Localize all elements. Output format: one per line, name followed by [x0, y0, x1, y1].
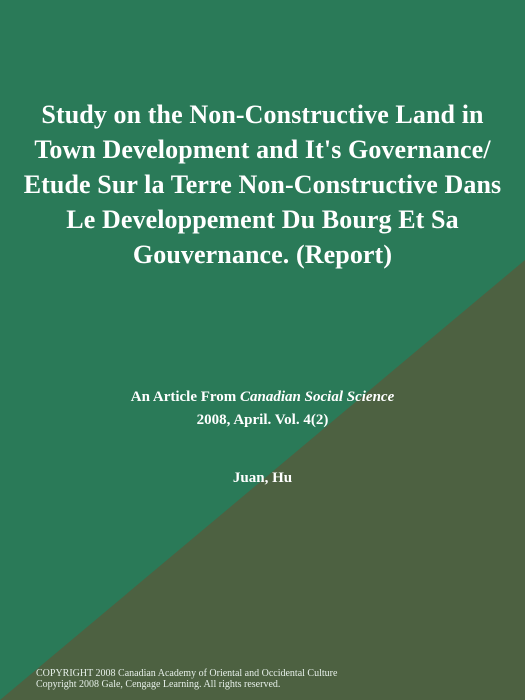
copyright-notice: [36, 668, 516, 690]
journal-name: Canadian Social Science: [240, 389, 395, 405]
source-line: [20, 386, 505, 409]
article-source: [20, 386, 505, 432]
book-title: Study on the Non-Constructive Land in Town Development and It's Governance/ Etude Sur la Terre Non-Constructive Dans Le Developpement Du Bourg Et Sa Gouvernance. (Report): [23, 100, 502, 269]
copyright-line-2: Copyright 2008 Gale, Cengage Learning. All rights reserved.: [36, 679, 281, 690]
copyright-line-1: COPYRIGHT 2008 Canadian Academy of Oriental and Occidental Culture: [36, 668, 338, 679]
issue-info: 2008, April. Vol. 4(2): [196, 412, 329, 428]
source-prefix: An Article From: [130, 389, 241, 405]
author-name: Juan, Hu: [232, 470, 293, 486]
